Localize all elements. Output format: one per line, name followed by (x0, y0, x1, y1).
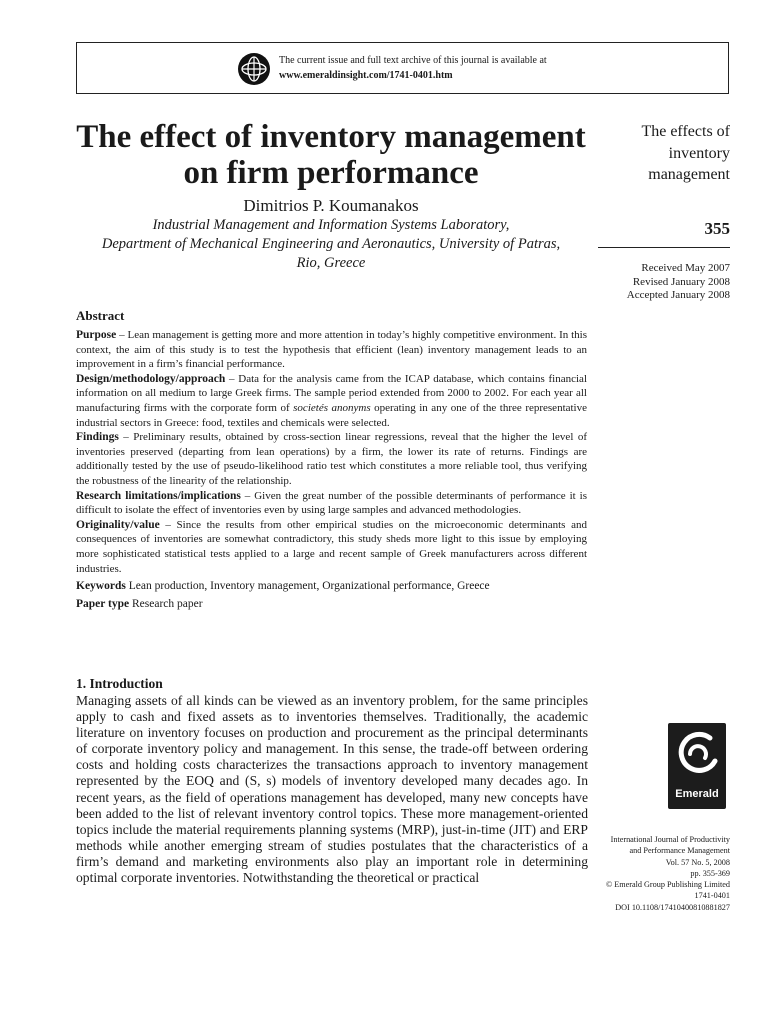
running-title (598, 121, 730, 186)
page-number: 355 (704, 219, 730, 238)
revised-date: Revised January 2008 (632, 275, 730, 288)
abstract-findings (76, 430, 587, 488)
keywords-text: Lean production, Inventory management, Organizational performance, Greece (125, 580, 490, 593)
banner-text (279, 53, 547, 83)
journal-url-link[interactable]: www.emeraldinsight.com/1741-0401.htm (279, 70, 453, 81)
purpose-text: – Lean management is getting more and more attention in today’s highly competitive environment. In this context, the aim of this study is to test the hypothesis that efficient (lean) inventory management leads to an improvement in a firm’s financial performance. (76, 329, 587, 371)
originality-text: – Since the results from other empirical studies on the microeconomic determinants and consequences of inventories are somewhat contradictory, this study sheds more light to this issue by employing more sophisticated statistical tests applied to a large and recent sample of Greek manufacturers across different industries. (76, 518, 587, 575)
author-name: Dimitrios P. Koumanakos (243, 196, 419, 215)
volume-info: Vol. 57 No. 5, 2008 (665, 857, 730, 867)
copyright: © Emerald Group Publishing Limited (605, 880, 730, 890)
originality-label: Originality/value (76, 518, 160, 531)
running-title-line: inventory (668, 144, 730, 162)
affiliation-line: Department of Mechanical Engineering and Aeronautics, University of Patras, (101, 236, 561, 252)
divider (598, 247, 730, 248)
author-affiliation (70, 216, 592, 273)
abstract-design (76, 372, 587, 430)
abstract-research (76, 489, 587, 518)
design-label: Design/methodology/approach (76, 372, 226, 385)
received-date: Received May 2007 (641, 262, 730, 274)
journal-name-line: and Performance Management (629, 846, 730, 856)
banner-line: The current issue and full text archive of this journal is available at (279, 55, 547, 66)
affiliation-line: Industrial Management and Information Systems Laboratory, (152, 217, 510, 233)
running-title-line: management (648, 166, 730, 183)
journal-name-line: International Journal of Productivity (610, 835, 730, 844)
research-text: – Given the great number of the possible determinants of performance it is difficult to isolate the effect of inventories even by using large samples and advanced methodologies. (76, 489, 587, 517)
accepted-date: Accepted January 2008 (626, 289, 730, 301)
doi: DOI 10.1108/17410400810881827 (615, 902, 730, 912)
keywords (76, 580, 587, 592)
research-label: Research limitations/implications (76, 489, 241, 502)
abstract-purpose (76, 328, 587, 372)
journal-banner (76, 42, 729, 94)
paper-type-text: Research paper (129, 598, 203, 611)
section-heading: 1. Introduction (76, 676, 163, 691)
page-range: pp. 355-369 (690, 868, 730, 878)
running-title-line: The effects of (641, 123, 730, 140)
publication-info (590, 834, 730, 913)
findings-text: – Preliminary results, obtained by cross-section linear regressions, reveal that the higher the level of inventories preserved (departing from lean operations) by a firm, the lower its rate of returns. Findings are additionally tested by the use of pseudo-likelihood ratio test which constitutes a more reliable tool, thus verifying the robustness of the linearity of the relationship. (76, 431, 587, 487)
design-text: – Data for the analysis came from the ICAP database, which contains financial information on all medium to large Greek firms. The sample period extended from 2000 to 2002. For each year all manufacturing firms with the corporate form of (76, 372, 587, 414)
paper-type (76, 598, 587, 610)
globe-icon (237, 52, 271, 86)
paper-type-label: Paper type (76, 598, 130, 611)
abstract-section (76, 308, 587, 610)
issn: 1741-0401 (694, 891, 730, 901)
purpose-label: Purpose (76, 329, 117, 341)
emerald-logo-icon (668, 723, 726, 785)
intro-paragraph: Managing assets of all kinds can be viewed as an inventory problem, for the same principles apply to cash and fixed assets as to inventories themselves. Traditionally, the academic literature on inventory focuses on production and procurement as the principal determinants of corporate inventory policy and management. In this sense, the trade-off between ordering costs and holding costs characterizes the transactions approach to inventory management represented by the EOQ and (S, s) models of inventory developed many decades ago. In recent years, as the field of operations management has developed, many new concepts have been added to the list of relevant inventory control topics. These more management-oriented topics include the material requirements planning systems (MRP), just-in-time (JIT) and ERP methods while another emerging stream of studies postulates that the characteristics of a firm’s demand and marketing environments also play an important role in determining optimal corporate inventories. Notwithstanding the theoretical or practical (76, 693, 588, 886)
abstract-heading: Abstract (76, 308, 125, 323)
submission-dates (598, 262, 730, 303)
abstract-originality (76, 518, 587, 576)
paper-title: The effect of inventory management on firm performance (76, 119, 586, 191)
design-text-cont: operating in any one of the three representative industrial sectors in Greece: food, textiles and chemicals were selected. (76, 401, 588, 429)
keywords-label: Keywords (76, 580, 126, 593)
findings-label: Findings (76, 431, 119, 444)
logo-text: Emerald (675, 788, 719, 800)
design-italic-text: societés anonyms (293, 401, 371, 414)
affiliation-line: Rio, Greece (296, 255, 366, 271)
emerald-logo (668, 723, 726, 809)
